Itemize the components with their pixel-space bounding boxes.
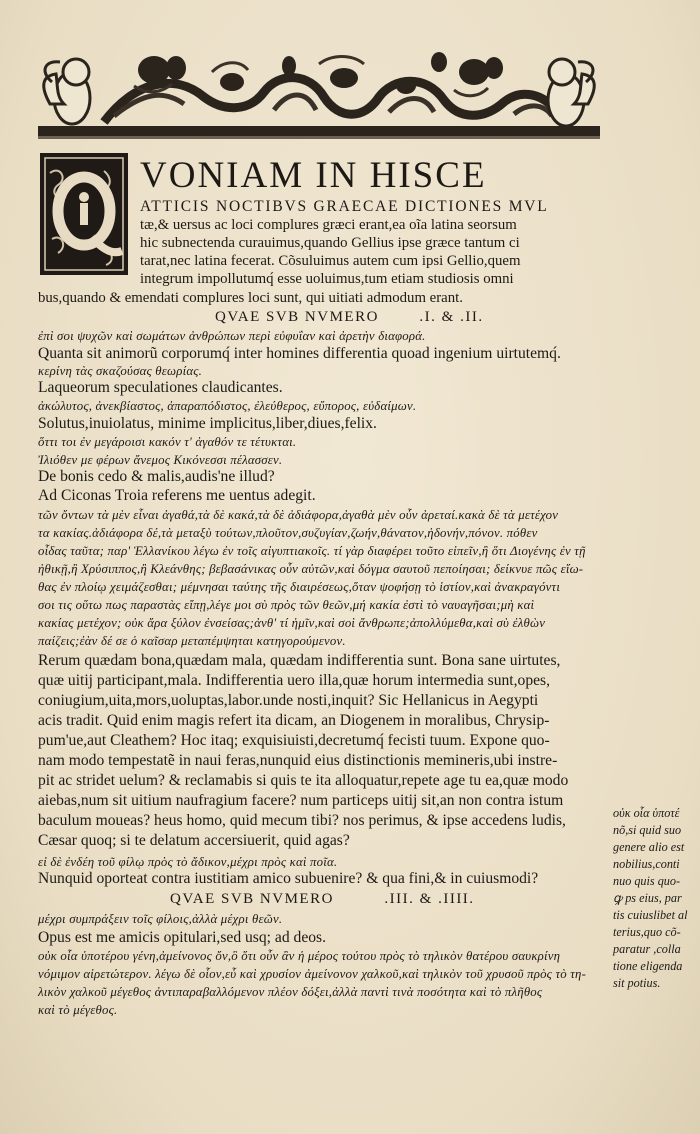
decorated-initial-q — [40, 153, 128, 275]
margin-line: nobilius,conti — [613, 857, 680, 871]
section-label: QVAE SVB NVMERO — [170, 891, 334, 907]
margin-line: nuo quis quo- — [613, 874, 681, 888]
greek-line: κερίνη τὰς σκαζούσας θεωρίας. — [38, 364, 203, 378]
latin-line: Rerum quædam bona,quædam mala, quædam indifferentia sunt. Bona sane uirtutes, — [38, 652, 561, 669]
margin-line: sit potius. — [613, 976, 661, 990]
page-heading: VONIAM IN HISCE — [140, 155, 487, 196]
latin-line: Ad Ciconas Troia referens me uentus adegit. — [38, 487, 316, 504]
lead-line: tarat,nec latina fecerat. Cõsuluimus autem cum ipsi Gellio,quem — [140, 253, 521, 269]
section-numbers: .III. & .IIII. — [384, 891, 475, 907]
greek-line: εἰ δὲ ἐνδέη τοῦ φίλῳ πρὸς τὸ ἄδικον,μέχρι πρὸς καὶ ποῖα. — [38, 855, 338, 869]
lead-line: hic subnectenda curauimus,quando Gellius ipse græce tantum ci — [140, 235, 520, 251]
margin-line: οὐκ οἷα ὑποτέ — [613, 806, 680, 820]
greek-line: ἀκώλυτος, ἀνεκβίαστος, ἀπαραπόδιστος, ἐλεύθερος, εὔπορος, εὐδαίμων. — [38, 399, 417, 413]
greek-line: κακίας μετέχον; οὐκ ἄρα ξύλον ἐνσείσας;ἀνθ' τί ἡμῖν,καὶ σοὶ ἄνθρωπε;ἀπολλύμεθα,καὶ σὺ ἐλθὼν — [38, 616, 546, 630]
latin-line: quæ uitij participant,mala. Indifferentia uero illa,quæ horum intermedia sunt,opes, — [38, 672, 551, 689]
greek-line: τα κακίας.ἀδιάφορα δέ,τὰ μεταξὺ τούτων,πλοῦτον,συζυγίαν,ζωήν,θάνατον,ἡδονήν,πόνον. πόθεν — [38, 526, 538, 540]
greek-line: μέχρι συμπράξειν τοῖς φίλοις,ἀλλὰ μέχρι θεῶν. — [38, 912, 283, 926]
greek-line: ὅττι τοι ἐν μεγάροισι κακόν τ' ἀγαθόν τε τέτυκται. — [38, 435, 297, 449]
latin-line: Nunquid oporteat contra iustitiam amico subuenire? & qua fini,& in cuiusmodi? — [38, 870, 539, 887]
section-heading — [215, 309, 484, 326]
greek-line: οὐκ οἷα ὑποτέρου γένη,ἀμείνονος ὄν,ὃ ὅτι οὖν ἂν ἡ μέρος τούτου πρὸς τὸ τηλικὸν θατέρου σαυκρίνη — [38, 949, 561, 963]
margin-line: ꝙ ps eius, par — [613, 891, 682, 905]
latin-line: Cæsar quoq; si te delatum accersiuerit, quid agas? — [38, 832, 350, 849]
latin-line: Quanta sit animorũ corporumq́ inter homines differentia quoad ingenium uirtutemq́. — [38, 345, 561, 362]
greek-line: νόμιμον αἱρετώτερον. λέγω δὲ οἷον,εὖ καὶ χρυσίον ἀμείνονον χαλκοῦ,καὶ τηλικὸν τοῦ χρυσοῦ πρὸς τὸ τη- — [38, 967, 587, 981]
page-subheading: ATTICIS NOCTIBVS GRAECAE DICTIONES MVL — [140, 198, 549, 215]
section-label: QVAE SVB NVMERO — [215, 309, 379, 325]
margin-line: nõ,si quid suo — [613, 823, 682, 837]
woodcut-headpiece — [34, 42, 604, 148]
greek-line: καὶ τὸ μέγεθος. — [38, 1003, 118, 1017]
latin-line: pit ac stridet uelum? & reclamabis si quis te ita alloquatur,repete age tu ea,quæ modo — [38, 772, 569, 789]
lead-line: integrum impollutumq́ esse uoluimus,tum etiam studiosis omni — [140, 271, 514, 287]
greek-line: οἶδας ταῦτα; παρ' Ἑλλανίκου λέγω ἐν τοῖς αἰγυπτιακοῖς. τί γὰρ διαφέρει τοῦτο εἰπεῖν,ἢ ὅτι Διογένης ἐν τῇ — [38, 544, 586, 558]
greek-line: παίζεις;ἐὰν δέ σε ὁ καῖσαρ μεταπέμψηται κατηγορούμενον. — [38, 634, 346, 648]
greek-line: ἠθικῇ,ἢ Χρύσιππος,ἢ Κλεάνθης; βεβασάνικας οὖν αὐτῶν,καὶ δόγμα σαυτοῦ πεποίησαι; δείκνυε πῶς εἴω- — [38, 562, 584, 576]
margin-line: tione eligenda — [613, 959, 683, 973]
latin-line: coniugium,uita,mors,uoluptas,labor.unde nosti,inquit? Sic Hellanicus in Aegypti — [38, 692, 539, 709]
latin-line: baculum moueas? heus homo, quid mecum tibi? nos perimus, & ipse accedens ludis, — [38, 812, 566, 829]
section-heading — [170, 891, 475, 908]
greek-line: λικὸν χαλκοῦ μέγεθος ἀντιπαραβαλλόμενον πλέον δόξει,ἀλλὰ παντὶ τινὰ ποσότητα καὶ τὸ πλῆθος — [38, 985, 543, 999]
latin-line: nam modo tempestatẽ in naui feras,nunquid eius distinctionis memineris,ubi instre- — [38, 752, 558, 769]
greek-line: θας ἐν πλοίῳ χειμάζεσθαι; μέμνησαι ταύτης τῆς διαιρέσεως,ὅταν ψοφήσῃ τὸ ἱστίον,καὶ ἀνακραγόντι — [38, 580, 561, 594]
latin-line: De bonis cedo & malis,audis'ne illud? — [38, 468, 275, 485]
latin-line: acis tradit. Quid enim magis refert ita dicam, an Diogenem in moralibus, Chrysip- — [38, 712, 550, 729]
margin-line: paratur ,colla — [613, 942, 681, 956]
latin-line: Laqueorum speculationes claudicantes. — [38, 379, 283, 396]
latin-line: Solutus,inuiolatus, minime implicitus,liber,diues,felix. — [38, 415, 377, 432]
greek-line: ἐπὶ σοι ψυχῶν καὶ σωμάτων ἀνθρώπων περὶ εὐφυΐαν καὶ ἀρετὴν διαφορά. — [38, 329, 426, 343]
latin-line: Opus est me amicis opitulari,sed usq; ad deos. — [38, 929, 327, 946]
latin-line: pum'ue,aut Cleathem? Hoc itaq; exquisiuisti,decretumq́ fecisti tuum. Expone quo- — [38, 732, 550, 749]
margin-line: tis cuiuslibet al — [613, 908, 688, 922]
greek-line: τῶν ὄντων τὰ μὲν εἶναι ἀγαθά,τὰ δὲ κακά,τὰ δὲ ἀδιάφορα,ἀγαθὰ μὲν οὖν ἀρεταί.κακὰ δὲ τὰ μετέχον — [38, 508, 559, 522]
latin-line: aiebas,num sit uitium naufragium facere? num particeps uitij sit,an non contra istum — [38, 792, 564, 809]
margin-line: terius,quo cõ- — [613, 925, 681, 939]
section-numbers: .I. & .II. — [419, 309, 484, 325]
lead-line: tæ,& uersus ac loci complures græci erant,ea oĩa latina seorsum — [140, 217, 517, 233]
lead-line: bus,quando & emendati complures loci sunt, qui uitiati admodum erant. — [38, 290, 463, 306]
margin-line: genere alio est — [613, 840, 685, 854]
greek-line: Ἰλιόθεν με φέρων ἄνεμος Κικόνεσσι πέλασσεν. — [38, 453, 283, 467]
greek-line: σοι τις οὕτω πως παραστὰς εἴπῃ,λέγε μοι σὺ πρὸς τῶν θεῶν,μή κακία ἐστὶ τὸ ναυαγῆσαι;μὴ καὶ — [38, 598, 535, 612]
